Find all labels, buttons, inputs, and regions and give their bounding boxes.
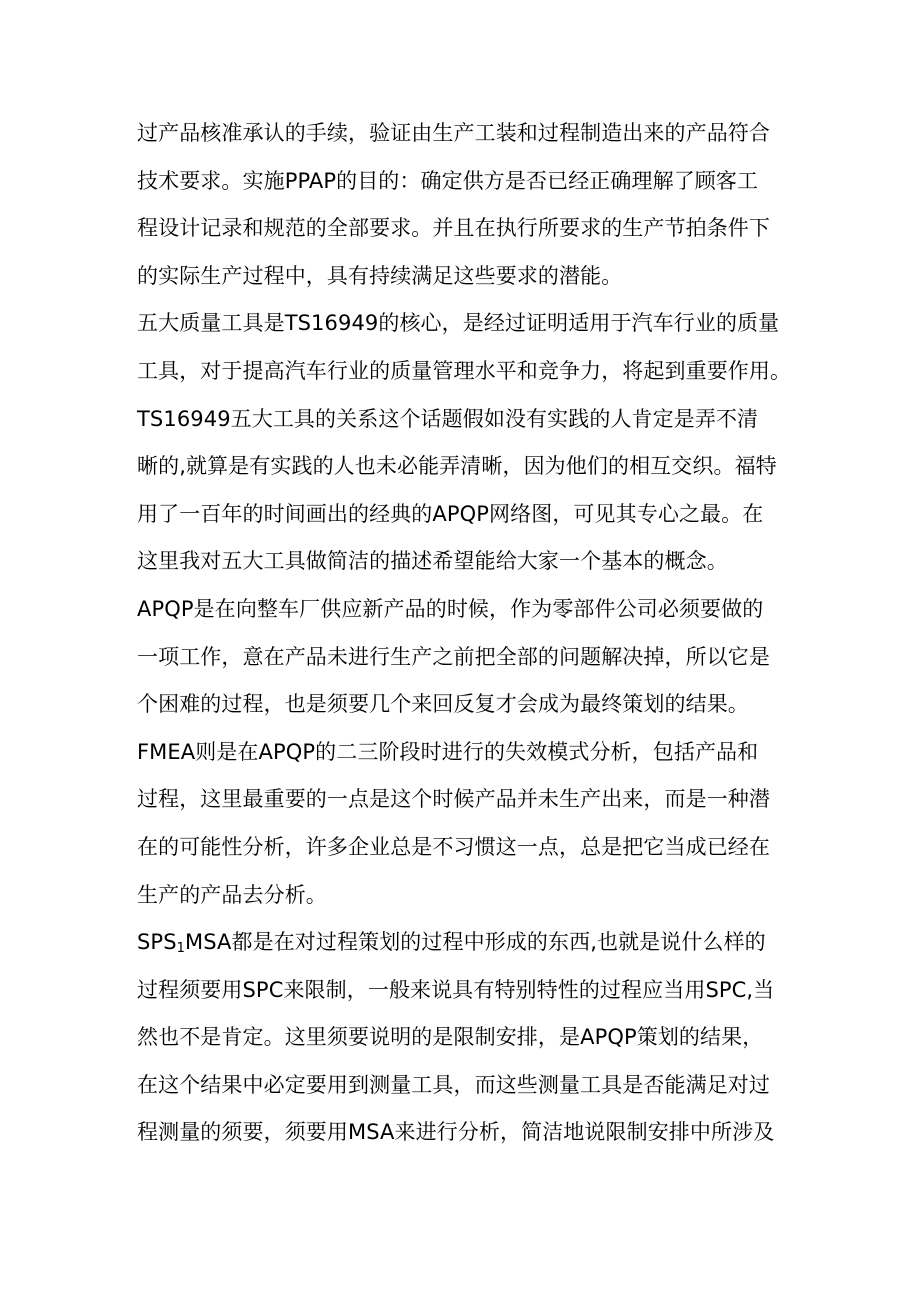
text-line: 用了一百年的时间画出的经典的APQP网络图，可见其专心之最。在 xyxy=(137,501,764,526)
text-line: 这里我对五大工具做简洁的描述希望能给大家一个基本的概念。 xyxy=(137,549,728,574)
text-line: 一项工作，意在产品未进行生产之前把全部的问题解决掉，所以它是 xyxy=(137,644,770,669)
text-line: 在这个结果中必定要用到测量工具，而这些测量工具是否能满足对过 xyxy=(137,1072,770,1097)
paragraph-fmea xyxy=(137,729,797,919)
paragraph-five-tools-core xyxy=(137,300,797,395)
text-line: 过程，这里最重要的一点是这个时候产品并未生产出来，而是一种潜 xyxy=(137,787,770,812)
subscript-text: 1 xyxy=(176,941,185,957)
text-line: 生产的产品去分析。 xyxy=(137,882,327,907)
text-line: 五大质量工具是TS16949的核心，是经过证明适用于汽车行业的质量 xyxy=(137,311,780,336)
text-segment: SPS xyxy=(137,930,177,955)
text-line: 工具，对于提高汽车行业的质量管理水平和竞争力，将起到重要作用。 xyxy=(137,358,792,383)
text-line: 技术要求。实施PPAP的目的：确定供方是否已经正确理解了顾客工 xyxy=(137,168,759,193)
text-line: 过产品核准承认的手续，验证由生产工装和过程制造出来的产品符合 xyxy=(137,121,770,145)
paragraph-ppap-purpose xyxy=(137,110,797,300)
paragraph-apqp xyxy=(137,586,797,729)
text-segment: MSA都是在对过程策划的过程中形成的东西,也就是说什么样的 xyxy=(185,930,766,955)
paragraph-five-tools-relation xyxy=(137,396,797,586)
text-line: 在的可能性分析，许多企业总是不习惯这一点，总是把它当成已经在 xyxy=(137,834,770,859)
text-line: 个困难的过程，也是须要几个来回反复才会成为最终策划的结果。 xyxy=(137,692,749,717)
text-line: 程测量的须要，须要用MSA来进行分析，简洁地说限制安排中所涉及 xyxy=(137,1120,775,1145)
text-line: 的实际生产过程中，具有持续满足这些要求的潜能。 xyxy=(137,263,623,288)
text-line: 晰的,就算是有实践的人也未必能弄清晰，因为他们的相互交织。福特 xyxy=(137,454,777,479)
text-line: APQP是在向整车厂供应新产品的时候，作为零部件公司必须要做的 xyxy=(137,596,764,621)
paragraph-sps-msa xyxy=(137,919,797,1157)
text-line: 过程须要用SPC来限制，一般来说具有特别特性的过程应当用SPC,当 xyxy=(137,977,775,1002)
text-line xyxy=(137,919,797,967)
body-text xyxy=(137,110,797,1157)
text-line: TS16949五大工具的关系这个话题假如没有实践的人肯定是弄不清 xyxy=(137,406,759,431)
text-line: FMEA则是在APQP的二三阶段时进行的失效模式分析，包括产品和 xyxy=(137,739,759,764)
text-line: 程设计记录和规范的全部要求。并且在执行所要求的生产节拍条件下 xyxy=(137,216,770,241)
text-line: 然也不是肯定。这里须要说明的是限制安排，是APQP策划的结果， xyxy=(137,1025,764,1050)
